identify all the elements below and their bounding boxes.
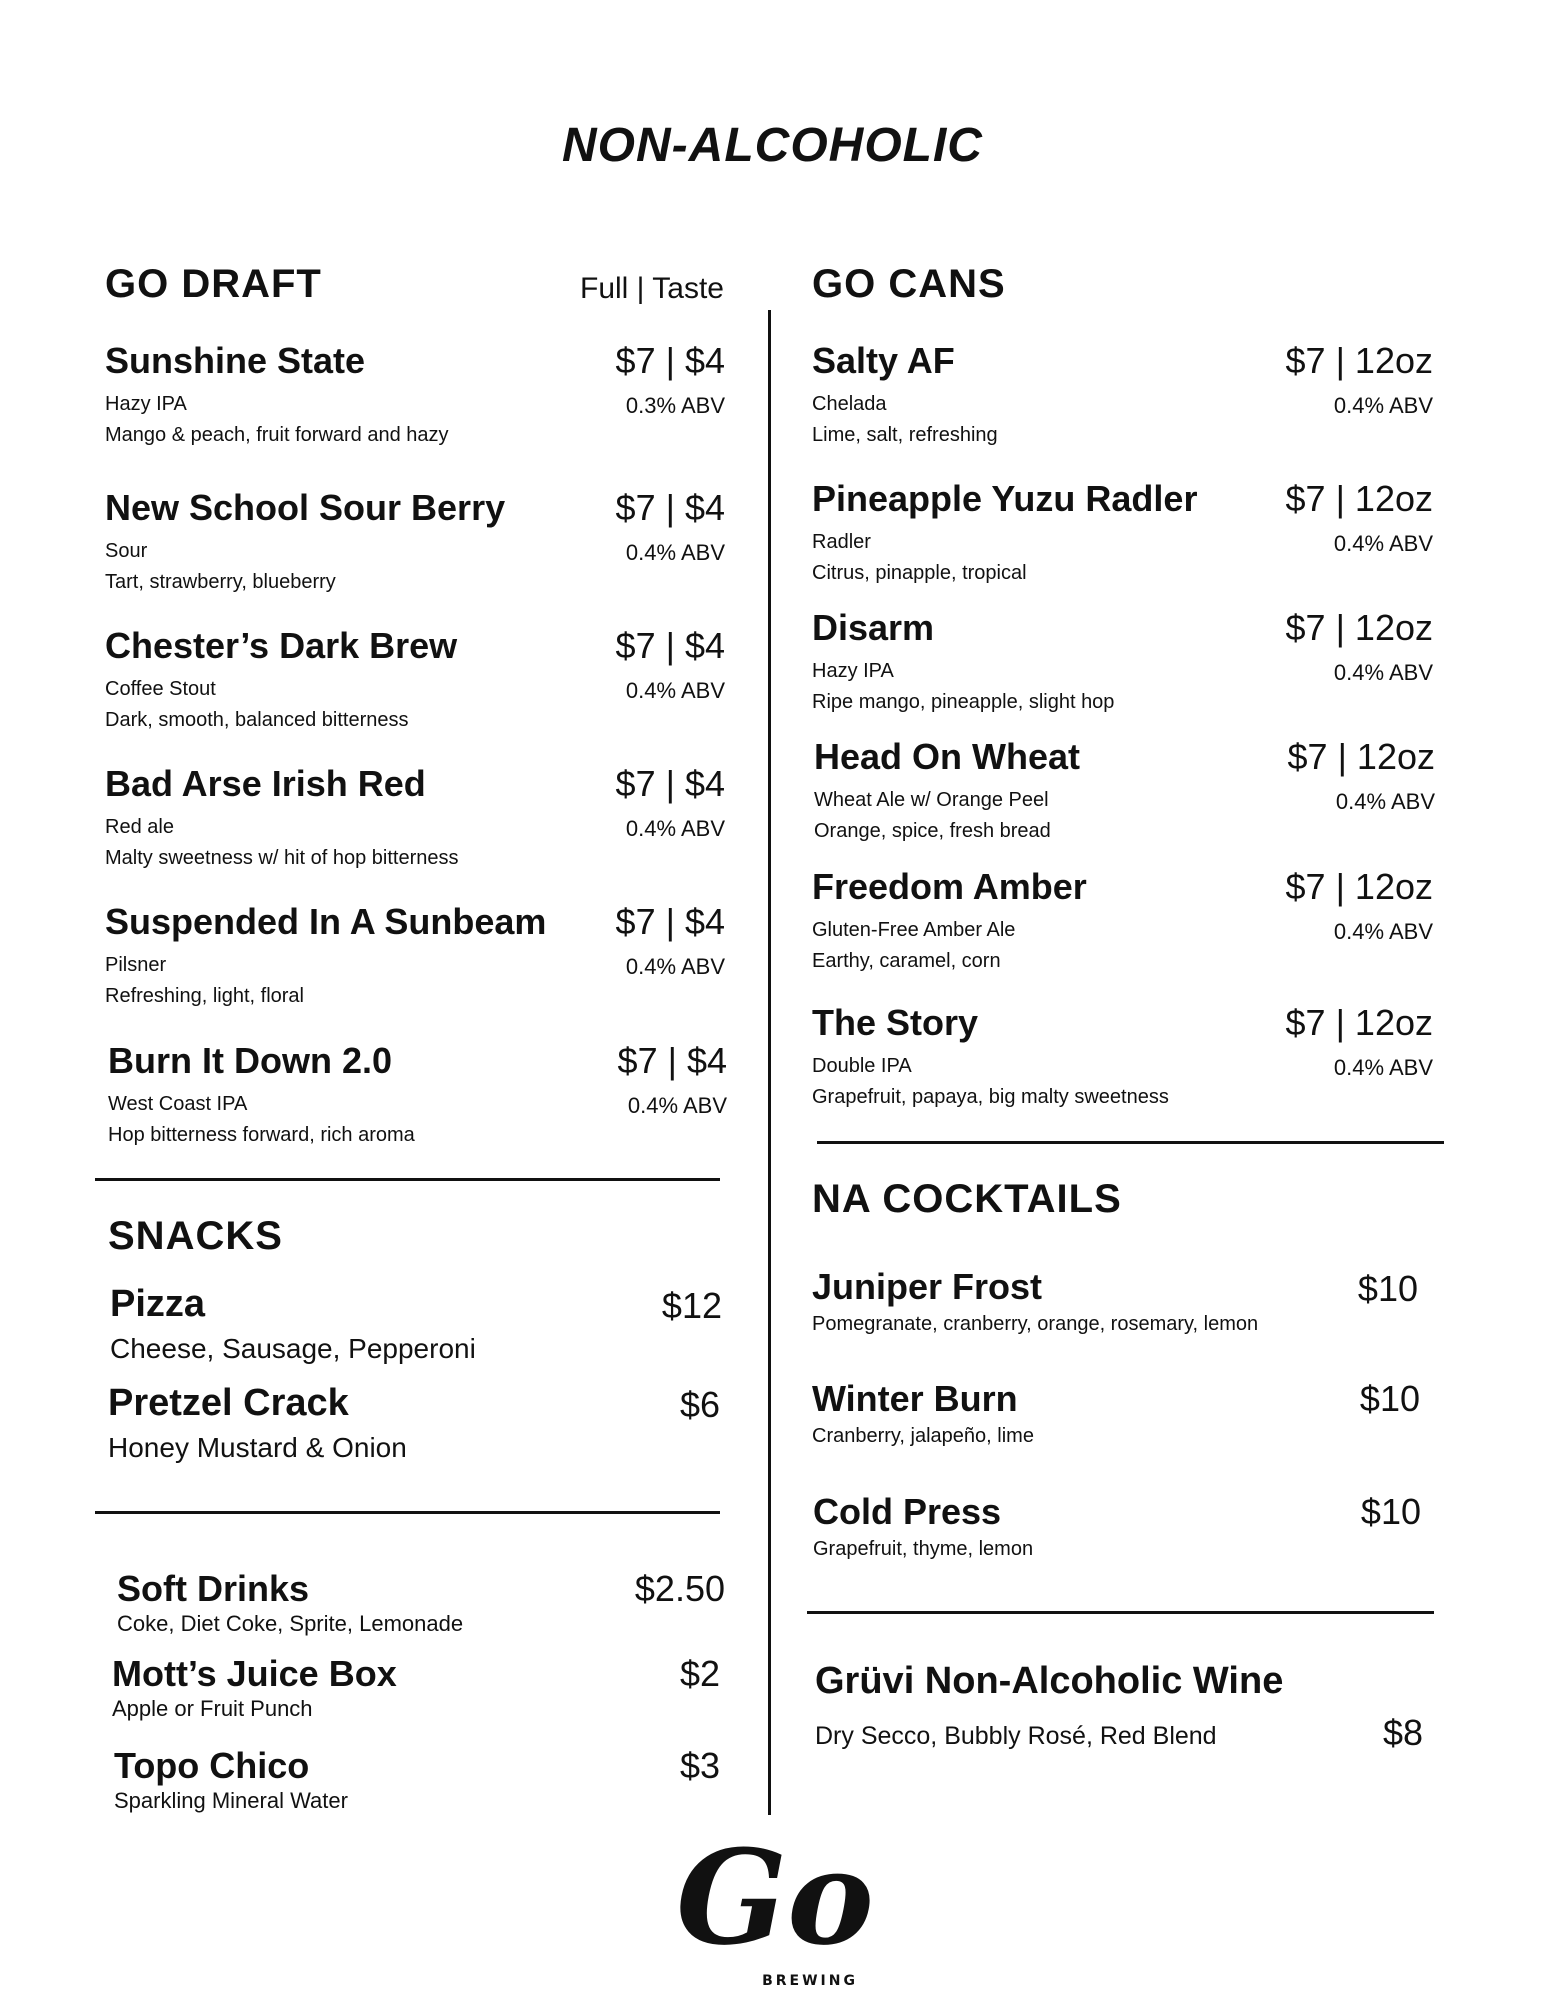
- item-name: Suspended In A Sunbeam: [105, 901, 547, 942]
- item-desc: Sparkling Mineral Water: [114, 1788, 348, 1814]
- item-style: Coffee Stout: [105, 678, 216, 701]
- item-desc: Lime, salt, refreshing: [812, 424, 998, 447]
- item-abv: 0.4% ABV: [625, 540, 725, 566]
- draft-heading: GO DRAFT: [105, 262, 322, 306]
- draft-price: [560, 487, 725, 566]
- item-name: New School Sour Berry: [105, 487, 506, 528]
- item-price: $12: [661, 1285, 722, 1326]
- item-price: $7 | $4: [615, 625, 725, 666]
- draft-price: [560, 763, 725, 842]
- draft-price: [560, 901, 725, 980]
- item-style: Hazy IPA: [105, 393, 187, 416]
- item-price: $7 | $4: [615, 901, 725, 942]
- logo-sub: BREWING: [762, 1973, 858, 1989]
- drink-price: [560, 1653, 720, 1694]
- item-name: Disarm: [812, 607, 935, 648]
- drink-item: [114, 1745, 348, 1814]
- item-desc: Malty sweetness w/ hit of hop bitterness: [105, 847, 459, 870]
- can-item: [812, 340, 998, 447]
- item-abv: 0.4% ABV: [1333, 1055, 1433, 1081]
- item-price: $2.50: [634, 1568, 725, 1609]
- draft-item: [105, 487, 505, 594]
- drink-item: [112, 1653, 397, 1722]
- page-title: NON-ALCOHOLIC: [562, 119, 983, 172]
- cocktail-price: [1300, 1378, 1420, 1419]
- item-abv: 0.4% ABV: [627, 1093, 727, 1119]
- can-price: [1230, 1002, 1433, 1081]
- snack-price: [560, 1285, 722, 1326]
- item-name: Topo Chico: [114, 1745, 310, 1786]
- item-abv: 0.3% ABV: [625, 393, 725, 419]
- cocktail-item: [812, 1378, 1034, 1448]
- item-price: $8: [1382, 1712, 1423, 1753]
- item-name: Salty AF: [812, 340, 955, 381]
- snack-item: [110, 1283, 476, 1365]
- item-price: $7 | 12oz: [1285, 607, 1433, 648]
- item-style: Wheat Ale w/ Orange Peel: [814, 789, 1049, 812]
- item-desc: Dark, smooth, balanced bitterness: [105, 709, 409, 732]
- item-desc: Earthy, caramel, corn: [812, 950, 1001, 973]
- item-name: Grüvi Non-Alcoholic Wine: [815, 1660, 1284, 1702]
- item-name: Burn It Down 2.0: [108, 1040, 393, 1081]
- item-abv: 0.4% ABV: [625, 678, 725, 704]
- draft-item: [105, 340, 449, 447]
- item-price: $10: [1359, 1378, 1420, 1419]
- can-item: [812, 866, 1087, 973]
- item-name: Freedom Amber: [812, 866, 1087, 907]
- cocktail-price: [1300, 1491, 1421, 1532]
- snack-price: [560, 1384, 720, 1425]
- can-item: [814, 736, 1080, 843]
- item-abv: 0.4% ABV: [1333, 531, 1433, 557]
- can-item: [812, 1002, 1169, 1109]
- go-brewing-logo-icon: [680, 1825, 870, 1995]
- item-desc: Tart, strawberry, blueberry: [105, 571, 336, 594]
- logo-mark: Go: [680, 1825, 870, 1974]
- item-style: Chelada: [812, 393, 887, 416]
- draft-item: [105, 901, 546, 1008]
- item-style: Radler: [812, 531, 871, 554]
- item-price: $3: [679, 1745, 720, 1786]
- draft-price: [562, 1040, 727, 1119]
- can-price: [1230, 607, 1433, 686]
- item-style: West Coast IPA: [108, 1093, 248, 1116]
- column-divider: [768, 310, 771, 1815]
- draft-columns-label: Full | Taste: [580, 272, 724, 305]
- item-desc: Refreshing, light, floral: [105, 985, 304, 1008]
- draft-item: [105, 625, 457, 732]
- item-style: Gluten-Free Amber Ale: [812, 919, 1016, 942]
- can-price: [1230, 866, 1433, 945]
- item-name: The Story: [812, 1002, 979, 1043]
- item-abv: 0.4% ABV: [1333, 660, 1433, 686]
- cocktail-item: [812, 1266, 1258, 1336]
- item-desc: Hop bitterness forward, rich aroma: [108, 1124, 415, 1147]
- item-desc: Cranberry, jalapeño, lime: [812, 1425, 1034, 1448]
- item-name: Pineapple Yuzu Radler: [812, 478, 1198, 519]
- can-price: [1230, 478, 1433, 557]
- item-desc: Pomegranate, cranberry, orange, rosemary, lemon: [812, 1313, 1259, 1336]
- item-name: Pretzel Crack: [108, 1382, 349, 1424]
- item-price: $7 | $4: [617, 1040, 727, 1081]
- item-name: Soft Drinks: [117, 1568, 310, 1609]
- item-name: Cold Press: [813, 1491, 1002, 1532]
- wine-price: [1320, 1712, 1423, 1753]
- cocktail-item: [813, 1491, 1033, 1561]
- item-abv: 0.4% ABV: [625, 954, 725, 980]
- item-desc: Grapefruit, papaya, big malty sweetness: [812, 1086, 1169, 1109]
- item-price: $7 | $4: [615, 340, 725, 381]
- item-name: Pizza: [110, 1283, 206, 1325]
- item-price: $7 | 12oz: [1285, 478, 1433, 519]
- divider: [817, 1141, 1444, 1144]
- item-abv: 0.4% ABV: [1333, 393, 1433, 419]
- item-price: $7 | 12oz: [1285, 1002, 1433, 1043]
- draft-price: [560, 625, 725, 704]
- item-price: $7 | 12oz: [1285, 340, 1433, 381]
- drink-price: [560, 1568, 725, 1609]
- item-abv: 0.4% ABV: [1333, 919, 1433, 945]
- item-price: $7 | 12oz: [1285, 866, 1433, 907]
- can-price: [1230, 340, 1433, 419]
- item-name: Chester’s Dark Brew: [105, 625, 458, 666]
- snack-item: [108, 1382, 407, 1464]
- item-name: Bad Arse Irish Red: [105, 763, 426, 804]
- item-name: Sunshine State: [105, 340, 366, 381]
- item-name: Winter Burn: [812, 1378, 1018, 1419]
- can-item: [812, 478, 1197, 585]
- item-style: Hazy IPA: [812, 660, 894, 683]
- item-price: $7 | $4: [615, 487, 725, 528]
- item-name: Mott’s Juice Box: [112, 1653, 397, 1694]
- drink-price: [560, 1745, 720, 1786]
- item-style: Sour: [105, 540, 148, 563]
- item-desc: Coke, Diet Coke, Sprite, Lemonade: [117, 1611, 464, 1637]
- cocktails-heading: NA COCKTAILS: [812, 1177, 1122, 1221]
- item-desc: Orange, spice, fresh bread: [814, 820, 1051, 843]
- item-desc: Grapefruit, thyme, lemon: [813, 1538, 1034, 1561]
- item-style: Pilsner: [105, 954, 167, 977]
- item-abv: 0.4% ABV: [625, 816, 725, 842]
- item-desc: Cheese, Sausage, Pepperoni: [110, 1332, 476, 1364]
- draft-item: [105, 763, 459, 870]
- draft-item: [108, 1040, 415, 1147]
- draft-price: [560, 340, 725, 419]
- item-desc: Mango & peach, fruit forward and hazy: [105, 424, 449, 447]
- item-desc: Citrus, pinapple, tropical: [812, 562, 1027, 585]
- divider: [95, 1178, 720, 1181]
- item-desc: Apple or Fruit Punch: [112, 1696, 313, 1722]
- drink-item: [117, 1568, 463, 1637]
- can-item: [812, 607, 1114, 714]
- snacks-heading: SNACKS: [108, 1214, 283, 1258]
- item-price: $6: [679, 1384, 720, 1425]
- item-price: $10: [1360, 1491, 1421, 1532]
- item-price: $10: [1357, 1268, 1418, 1309]
- item-desc: Honey Mustard & Onion: [108, 1431, 407, 1463]
- wine-item: [815, 1660, 1283, 1751]
- item-name: Head On Wheat: [814, 736, 1081, 777]
- item-desc: Dry Secco, Bubbly Rosé, Red Blend: [815, 1721, 1217, 1750]
- item-price: $7 | $4: [615, 763, 725, 804]
- divider: [807, 1611, 1434, 1614]
- item-desc: Ripe mango, pineapple, slight hop: [812, 691, 1115, 714]
- item-abv: 0.4% ABV: [1335, 789, 1435, 815]
- cans-heading: GO CANS: [812, 262, 1006, 306]
- can-price: [1232, 736, 1435, 815]
- divider: [95, 1511, 720, 1514]
- item-style: Double IPA: [812, 1055, 912, 1078]
- cocktail-price: [1300, 1268, 1418, 1309]
- item-price: $7 | 12oz: [1287, 736, 1435, 777]
- item-name: Juniper Frost: [812, 1266, 1043, 1307]
- item-style: Red ale: [105, 816, 174, 839]
- go-brewing-logo: [680, 1825, 870, 1995]
- item-price: $2: [679, 1653, 720, 1694]
